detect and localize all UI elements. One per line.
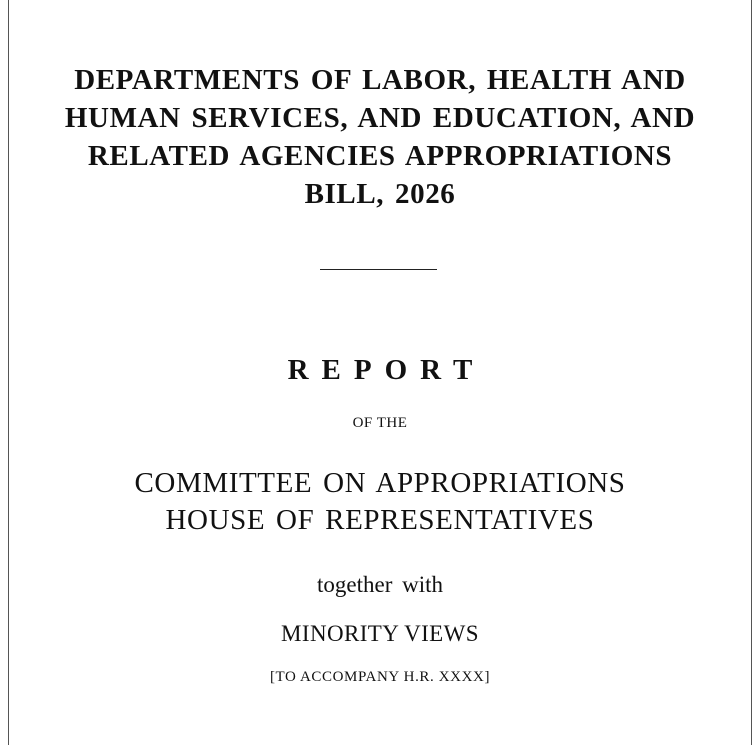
page-border-right bbox=[751, 0, 752, 745]
title-divider bbox=[320, 269, 437, 270]
together-with-label: together with bbox=[317, 572, 443, 597]
bill-title bbox=[9, 61, 751, 213]
accompany-bill-label: [TO ACCOMPANY H.R. XXXX] bbox=[269, 669, 491, 685]
minority-views-label: MINORITY VIEWS bbox=[281, 621, 479, 646]
bill-title-line-1: DEPARTMENTS OF LABOR, HEALTH AND bbox=[74, 64, 686, 96]
report-heading: REPORT bbox=[287, 354, 486, 386]
committee-line-2: HOUSE OF REPRESENTATIVES bbox=[165, 504, 595, 536]
bill-title-line-3: RELATED AGENCIES APPROPRIATIONS bbox=[87, 140, 673, 172]
of-the-label: OF THE bbox=[352, 415, 408, 431]
committee-name bbox=[9, 465, 751, 539]
committee-line-1: COMMITTEE ON APPROPRIATIONS bbox=[134, 467, 626, 499]
bill-title-line-2: HUMAN SERVICES, AND EDUCATION, AND bbox=[64, 102, 696, 134]
bill-title-line-4: BILL, 2026 bbox=[304, 178, 456, 210]
